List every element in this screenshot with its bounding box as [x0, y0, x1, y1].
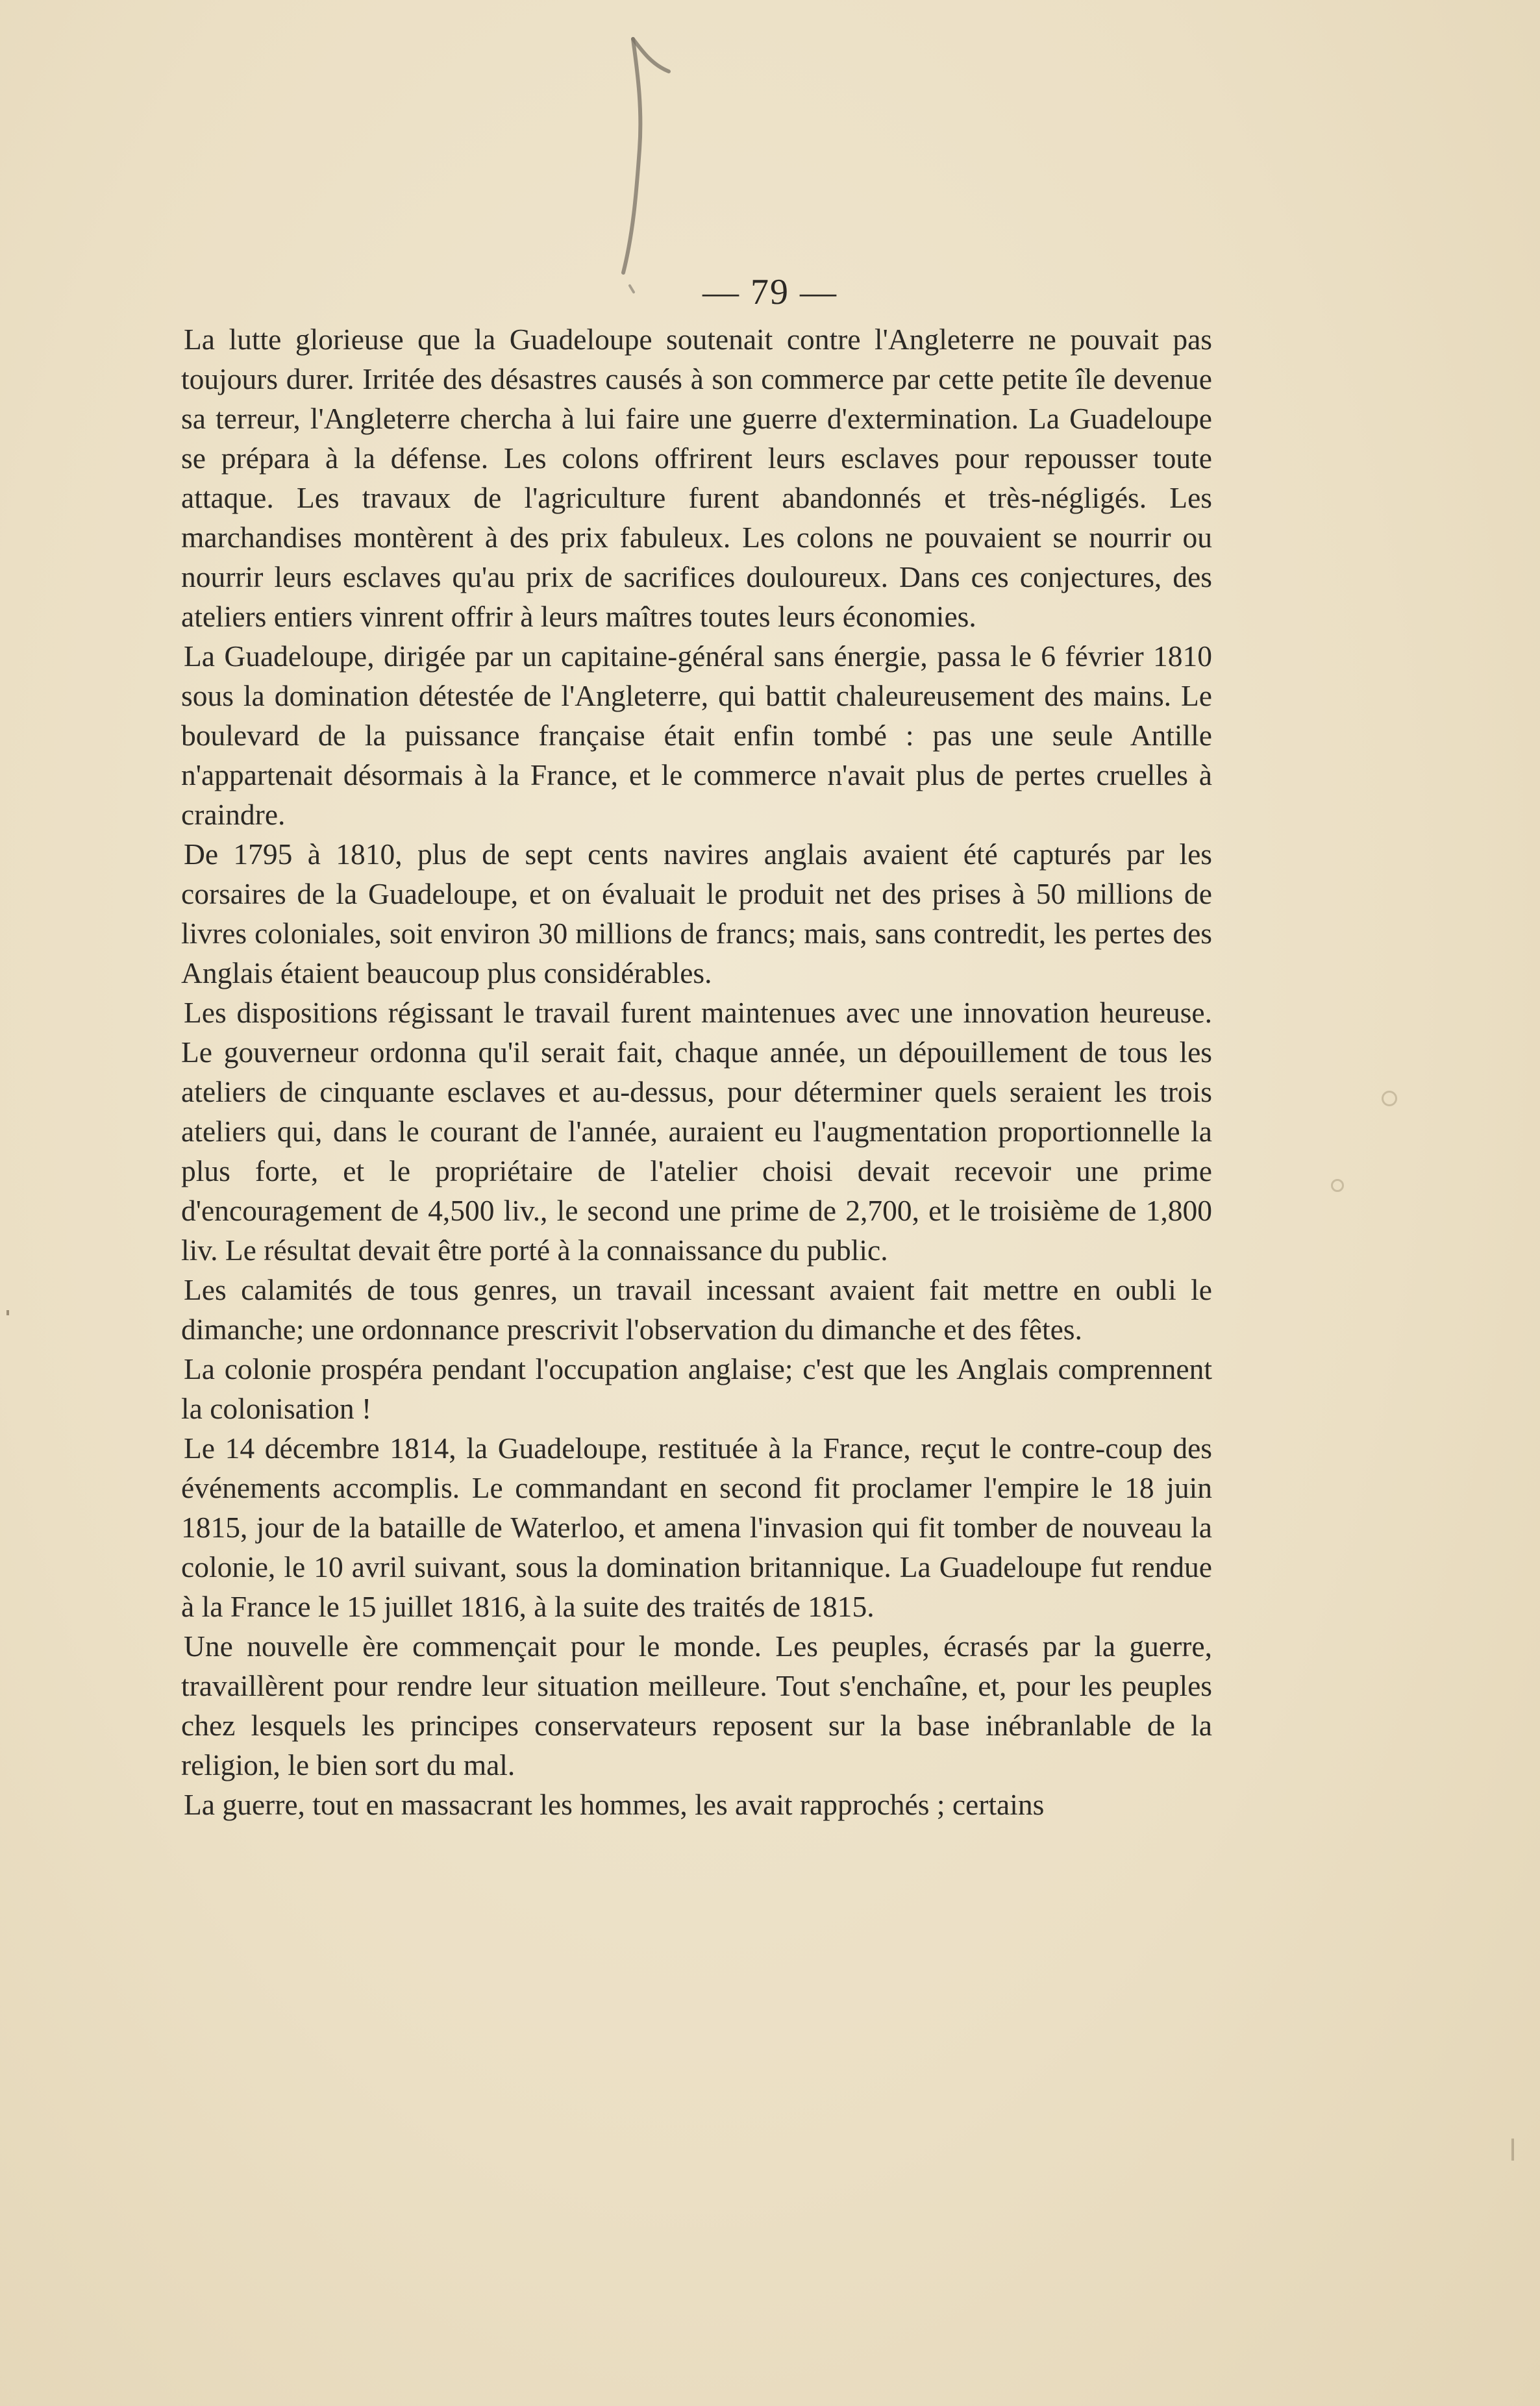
paragraph-1: La lutte glorieuse que la Guadeloupe soutenait contre l'Angleterre ne pouvait pas toujours durer. Irritée des désastres causés à son commerce par cette petite île devenue sa terreur, l'Angleterre chercha à lui faire une guerre d'extermination. La Guadeloupe se prépara à la défense. Les colons offrirent leurs esclaves pour repousser toute attaque. Les travaux de l'agriculture furent abandonnés et très-négligés. Les marchandises montèrent à des prix fabuleux. Les colons ne pouvaient se nourrir ou nourrir leurs esclaves qu'au prix de sacrifices douloureux. Dans ces conjectures, des ateliers entiers vinrent offrir à leurs maîtres toutes leurs économies. — [181, 323, 1212, 633]
paragraph-6: La colonie prospéra pendant l'occupation anglaise; c'est que les Anglais comprennent la colonisation ! — [181, 1352, 1212, 1425]
pencil-annotation-mark — [571, 26, 701, 299]
margin-hole-mark — [1382, 1091, 1397, 1106]
margin-hole-mark — [1331, 1179, 1344, 1192]
paragraph-8: Une nouvelle ère commençait pour le monde. Les peuples, écrasés par la guerre, travaillèrent pour rendre leur situation meilleure. Tout s'enchaîne, et, pour les peuples chez lesquels les principes conservateurs reposent sur la base inébranlable de la religion, le bien sort du mal. — [181, 1630, 1212, 1781]
paragraph-2: La Guadeloupe, dirigée par un capitaine-général sans énergie, passa le 6 février 1810 sous la domination détestée de l'Angleterre, qui battit chaleureusement des mains. Le boulevard de la puissance française était enfin tombé : pas une seule Antille n'appartenait désormais à la France, et le commerce n'avait plus de pertes cruelles à craindre. — [181, 639, 1212, 831]
paragraph-5: Les calamités de tous genres, un travail incessant avaient fait mettre en oubli le dimanche; une ordonnance prescrivit l'observation du dimanche et des fêtes. — [181, 1273, 1212, 1346]
left-edge-mark — [6, 1310, 9, 1315]
paragraph-3: De 1795 à 1810, plus de sept cents navires anglais avaient été capturés par les corsaires de la Guadeloupe, et on évaluait le produit net des prises à 50 millions de livres coloniales, soit environ 30 millions de francs; mais, sans contredit, les pertes des Anglais étaient beaucoup plus considérables. — [181, 837, 1212, 989]
paragraph-7: Le 14 décembre 1814, la Guadeloupe, restituée à la France, reçut le contre-coup des événements accomplis. Le commandant en second fit proclamer l'empire le 18 juin 1815, jour de la bataille de Waterloo, et amena l'invasion qui fit tomber de nouveau la colonie, le 10 avril suivant, sous la domination britannique. La Guadeloupe fut rendue à la France le 15 juillet 1816, à la suite des traités de 1815. — [181, 1432, 1212, 1623]
paragraph-4: Les dispositions régissant le travail furent maintenues avec une innovation heureuse. Le gouverneur ordonna qu'il serait fait, chaque année, un dépouillement de tous les ateliers de cinquante esclaves et au-dessus, pour déterminer quels seraient les trois ateliers qui, dans le courant de l'année, auraient eu l'augmentation proportionnelle la plus forte, et le propriétaire de l'atelier choisi devait recevoir une prime d'encouragement de 4,500 liv., le second une prime de 2,700, et le troisième de 1,800 liv. Le résultat devait être porté à la connaissance du public. — [181, 996, 1212, 1267]
right-edge-mark — [1511, 2139, 1514, 2161]
paragraph-9: La guerre, tout en massacrant les hommes, les avait rapprochés ; certains — [184, 1788, 1045, 1821]
body-text — [181, 319, 1212, 1824]
page-number: — 79 — — [702, 272, 838, 312]
